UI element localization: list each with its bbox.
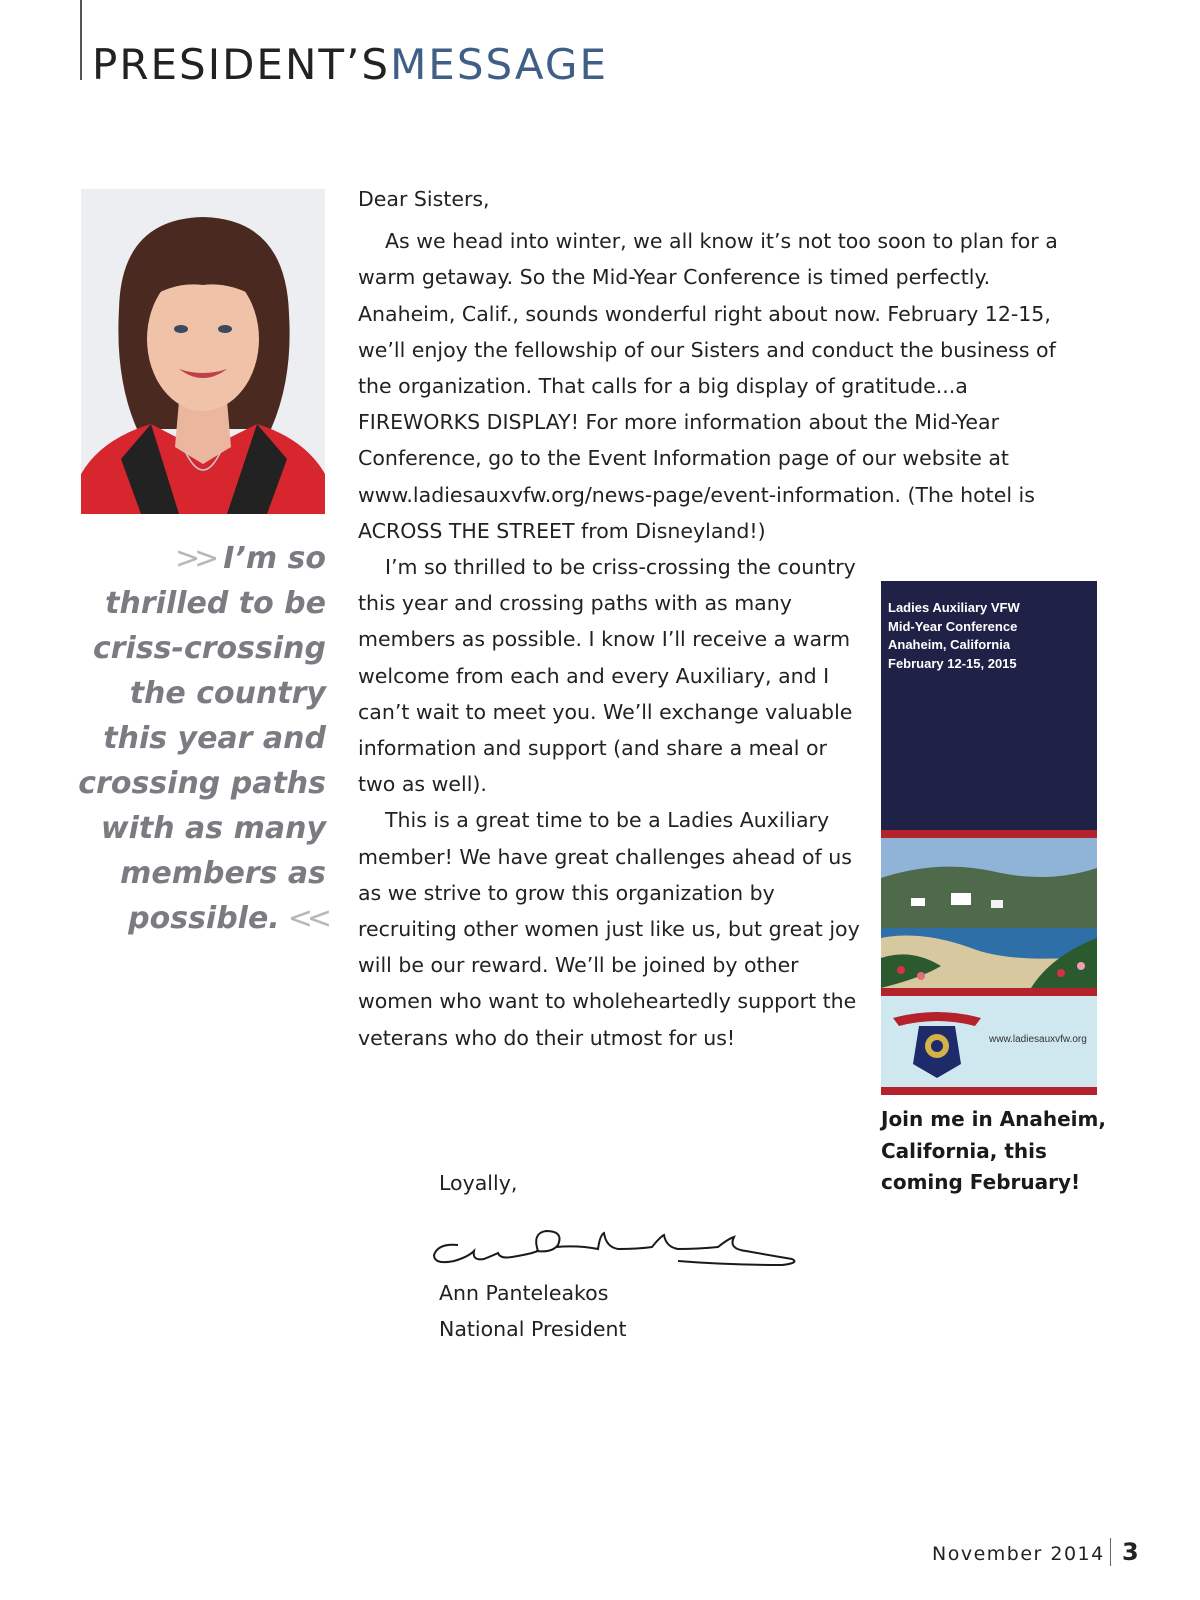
- ad-line-4: February 12-15, 2015: [888, 655, 1017, 671]
- letter-paragraph-3: This is a great time to be a Ladies Auxiliary member! We have great challenges ahead of us as we strive to grow this organization by recruiting other women just like us, but great joy will be our reward. We’ll be joined by other women who want to wholeheartedly support the veterans who do their utmost for us!: [358, 808, 860, 1050]
- pull-quote-open-mark: >>: [174, 541, 214, 576]
- pull-quote: [58, 536, 326, 941]
- letter-paragraph-1: As we head into winter, we all know it’s not too soon to plan for a warm getaway. So the Mid-Year Conference is timed perfectly. Anaheim, Calif., sounds wonderful right about now. February 12-15, we’ll enjoy the fellowship of our Sisters and conduct the business of the organization. That calls for a big display of gratitude...a FIREWORKS DISPLAY! For more information about the Mid-Year Conference, go to the Event Information page of our website at www.ladiesauxvfw.org/news-page/event-information. (The hotel is ACROSS THE STREET from Disneyland!): [358, 229, 1058, 543]
- header-rule: [80, 0, 82, 80]
- letter-greeting: Dear Sisters,: [358, 187, 490, 211]
- pull-quote-text: I’m so thrilled to be criss-crossing the country this year and crossing paths with as many members as possible.: [78, 541, 326, 936]
- handwritten-signature: [428, 1225, 808, 1275]
- signer-name: Ann Panteleakos: [439, 1281, 609, 1305]
- ad-line-2: Mid-Year Conference: [888, 618, 1018, 634]
- conference-ad: [881, 581, 1097, 1095]
- ad-stripe-middle: [881, 988, 1097, 996]
- ad-line-3: Anaheim, California: [888, 637, 1011, 652]
- footer-divider: [1110, 1538, 1111, 1566]
- ad-text: [888, 599, 1020, 673]
- section-header: [92, 40, 608, 89]
- ad-stripe-top: [881, 830, 1097, 838]
- ad-line-1: Ladies Auxiliary VFW: [888, 600, 1020, 615]
- ad-stripe-bottom: [881, 1087, 1097, 1095]
- signer-title: National President: [439, 1317, 627, 1341]
- ad-website-url: www.ladiesauxvfw.org: [989, 1034, 1087, 1045]
- portrait-illustration: [81, 189, 325, 514]
- page-number: 3: [1122, 1538, 1139, 1566]
- letter-signoff: Loyally,: [439, 1171, 518, 1195]
- ad-footer-band: [881, 996, 1097, 1087]
- header-president: PRESIDENT’S: [92, 40, 391, 89]
- president-portrait: [81, 189, 325, 514]
- ad-coastline-photo: [881, 838, 1097, 988]
- ad-caption: Join me in Anaheim, California, this coming February!: [881, 1107, 1106, 1194]
- letter-paragraph-2: I’m so thrilled to be criss-crossing the country this year and crossing paths with as many members as possible. I know I’ll receive a warm welcome from each and every Auxiliary, and I can’t wait to meet you. We’ll exchange valuable information and support (and share a meal or two as well).: [358, 555, 856, 797]
- vfw-auxiliary-emblem-icon: [889, 1004, 985, 1082]
- header-message: MESSAGE: [390, 40, 609, 89]
- pull-quote-close-mark: <<: [287, 901, 326, 936]
- footer-issue-date: November 2014: [932, 1543, 1105, 1565]
